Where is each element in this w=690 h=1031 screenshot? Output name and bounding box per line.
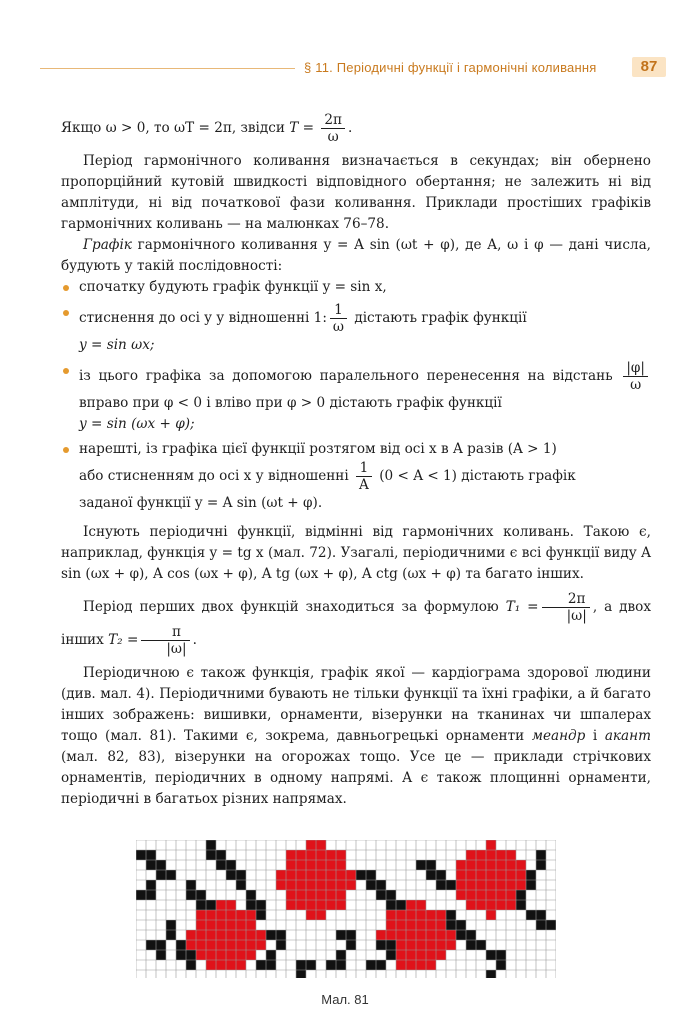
black-stitch (386, 890, 396, 900)
red-stitch (426, 940, 436, 950)
black-stitch (146, 850, 156, 860)
red-stitch (476, 880, 486, 890)
black-stitch (346, 940, 356, 950)
red-stitch (316, 860, 326, 870)
red-stitch (396, 940, 406, 950)
red-stitch (326, 860, 336, 870)
black-stitch (386, 950, 396, 960)
period-formula: Якщо ω > 0, то ωT = 2π, звідси T = $\frac{2\pi}{\omega}$ . (61, 112, 353, 145)
red-stitch (506, 850, 516, 860)
black-stitch (336, 950, 346, 960)
black-stitch (166, 920, 176, 930)
red-stitch (496, 880, 506, 890)
black-stitch (146, 890, 156, 900)
red-stitch (196, 920, 206, 930)
red-stitch (316, 880, 326, 890)
red-stitch (306, 890, 316, 900)
black-stitch (186, 960, 196, 970)
red-stitch (316, 910, 326, 920)
red-stitch (436, 940, 446, 950)
black-stitch (426, 870, 436, 880)
red-stitch (196, 910, 206, 920)
red-stitch (336, 870, 346, 880)
red-stitch (426, 920, 436, 930)
red-stitch (446, 930, 456, 940)
red-stitch (306, 870, 316, 880)
black-stitch (146, 880, 156, 890)
red-stitch (246, 930, 256, 940)
black-stitch (226, 870, 236, 880)
red-stitch (286, 860, 296, 870)
list-item: із цього графіка за допомогою паралельного перенесення на відстань $\frac{|\varphi|}{\omega}$ вправо при φ < 0 і вліво при φ > 0 дістають графік функції y = sin (ωx + φ); (61, 360, 651, 435)
black-stitch (456, 920, 466, 930)
black-stitch (546, 920, 556, 930)
black-stitch (276, 940, 286, 950)
black-stitch (356, 870, 366, 880)
red-stitch (416, 910, 426, 920)
black-stitch (436, 880, 446, 890)
black-stitch (166, 930, 176, 940)
red-stitch (426, 910, 436, 920)
red-stitch (236, 950, 246, 960)
red-stitch (286, 900, 296, 910)
black-stitch (276, 930, 286, 940)
red-stitch (246, 940, 256, 950)
red-stitch (426, 950, 436, 960)
red-stitch (236, 930, 246, 940)
black-stitch (426, 860, 436, 870)
red-stitch (326, 880, 336, 890)
black-stitch (456, 930, 466, 940)
red-stitch (406, 960, 416, 970)
red-stitch (316, 890, 326, 900)
red-stitch (446, 940, 456, 950)
black-stitch (536, 860, 546, 870)
black-stitch (236, 880, 246, 890)
red-stitch (216, 930, 226, 940)
red-stitch (476, 900, 486, 910)
red-stitch (436, 930, 446, 940)
red-stitch (406, 920, 416, 930)
red-stitch (486, 890, 496, 900)
black-stitch (536, 850, 546, 860)
black-stitch (436, 870, 446, 880)
black-stitch (266, 960, 276, 970)
red-stitch (396, 920, 406, 930)
red-stitch (466, 860, 476, 870)
red-stitch (226, 950, 236, 960)
embroidery-grid (136, 840, 556, 978)
black-stitch (446, 920, 456, 930)
black-stitch (156, 950, 166, 960)
black-stitch (136, 850, 146, 860)
red-stitch (506, 890, 516, 900)
red-stitch (476, 860, 486, 870)
red-stitch (416, 900, 426, 910)
black-stitch (236, 870, 246, 880)
main-text (61, 112, 651, 810)
chapter-title: § 11. Періодичні функції і гармонічні коливання (304, 60, 597, 75)
red-stitch (456, 890, 466, 900)
red-stitch (486, 900, 496, 910)
red-stitch (216, 920, 226, 930)
red-stitch (436, 910, 446, 920)
black-stitch (416, 860, 426, 870)
red-stitch (336, 850, 346, 860)
red-stitch (276, 870, 286, 880)
paragraph-2: Графік гармонічного коливання y = A sin (ωt + φ), де A, ω і φ — дані числа, будують у такій послідовності: (61, 237, 651, 274)
black-stitch (366, 870, 376, 880)
red-stitch (296, 850, 306, 860)
red-stitch (516, 870, 526, 880)
red-stitch (416, 940, 426, 950)
red-stitch (386, 910, 396, 920)
red-stitch (396, 930, 406, 940)
red-stitch (296, 870, 306, 880)
red-stitch (226, 940, 236, 950)
red-stitch (206, 910, 216, 920)
black-stitch (306, 960, 316, 970)
red-stitch (296, 890, 306, 900)
red-stitch (316, 850, 326, 860)
red-stitch (376, 930, 386, 940)
red-stitch (466, 850, 476, 860)
page-number: 87 (632, 57, 666, 77)
black-stitch (366, 880, 376, 890)
red-stitch (496, 870, 506, 880)
red-stitch (236, 960, 246, 970)
red-stitch (486, 840, 496, 850)
red-stitch (466, 890, 476, 900)
red-stitch (416, 930, 426, 940)
black-stitch (326, 960, 336, 970)
black-stitch (226, 860, 236, 870)
red-stitch (336, 880, 346, 890)
black-stitch (246, 890, 256, 900)
red-stitch (216, 940, 226, 950)
red-stitch (206, 930, 216, 940)
black-stitch (526, 910, 536, 920)
red-stitch (486, 910, 496, 920)
red-stitch (396, 910, 406, 920)
red-stitch (476, 850, 486, 860)
red-stitch (326, 850, 336, 860)
red-stitch (296, 860, 306, 870)
black-stitch (156, 860, 166, 870)
black-stitch (206, 900, 216, 910)
fraction: $\frac{2\pi}{\omega}$ (321, 112, 345, 145)
red-stitch (186, 940, 196, 950)
black-stitch (256, 960, 266, 970)
black-stitch (466, 930, 476, 940)
red-stitch (436, 920, 446, 930)
red-stitch (216, 910, 226, 920)
red-stitch (406, 930, 416, 940)
red-stitch (336, 900, 346, 910)
black-stitch (376, 960, 386, 970)
red-stitch (226, 900, 236, 910)
black-stitch (446, 910, 456, 920)
red-stitch (506, 900, 516, 910)
black-stitch (206, 840, 216, 850)
black-stitch (516, 890, 526, 900)
black-stitch (486, 950, 496, 960)
black-stitch (166, 870, 176, 880)
red-stitch (486, 850, 496, 860)
red-stitch (436, 950, 446, 960)
red-stitch (206, 920, 216, 930)
red-stitch (406, 940, 416, 950)
red-stitch (316, 870, 326, 880)
list-item: стиснення до осі y у відношенні 1: $\frac{1}{\omega}$ дістають графік функції y = sin ωx; (61, 302, 651, 356)
red-stitch (206, 960, 216, 970)
black-stitch (346, 930, 356, 940)
red-stitch (196, 950, 206, 960)
black-stitch (536, 910, 546, 920)
black-stitch (216, 850, 226, 860)
black-stitch (376, 940, 386, 950)
red-stitch (306, 850, 316, 860)
black-stitch (196, 890, 206, 900)
black-stitch (186, 950, 196, 960)
red-stitch (196, 940, 206, 950)
black-stitch (446, 880, 456, 890)
black-stitch (256, 910, 266, 920)
red-stitch (476, 870, 486, 880)
red-stitch (306, 840, 316, 850)
red-stitch (316, 840, 326, 850)
black-stitch (526, 880, 536, 890)
black-stitch (246, 900, 256, 910)
list-item: спочатку будують графік функції y = sin x, (61, 277, 651, 298)
red-stitch (476, 890, 486, 900)
red-stitch (326, 870, 336, 880)
red-stitch (286, 870, 296, 880)
red-stitch (256, 930, 266, 940)
red-stitch (516, 860, 526, 870)
black-stitch (156, 940, 166, 950)
black-stitch (266, 930, 276, 940)
red-stitch (226, 930, 236, 940)
paragraph-5: Періодичною є також функція, графік якої — кардіограма здорової людини (див. мал. 4). Періодичними бувають не тільки функції та їхні графіки, а й багато інших зображень: вишивки, орнаменти, візерунки на тканинах чи шпалерах тощо (мал. 81). Такими є, зокрема, давньогрецькі орнаменти меандр і акант (мал. 82, 83), візерунки на огорожах тощо. Усе це — приклади стрічкових орнаментів, періодичних в одному напрямі. А є також площинні орнаменти, періодичні в багатьох різних напрямах. (61, 665, 651, 807)
red-stitch (236, 940, 246, 950)
red-stitch (496, 900, 506, 910)
red-stitch (306, 860, 316, 870)
red-stitch (506, 870, 516, 880)
embroidery-figure (136, 840, 556, 982)
red-stitch (306, 880, 316, 890)
red-stitch (276, 880, 286, 890)
red-stitch (396, 960, 406, 970)
red-stitch (416, 950, 426, 960)
red-stitch (406, 900, 416, 910)
black-stitch (176, 950, 186, 960)
red-stitch (456, 880, 466, 890)
black-stitch (266, 950, 276, 960)
red-stitch (296, 900, 306, 910)
black-stitch (296, 960, 306, 970)
red-stitch (186, 930, 196, 940)
paragraph-3: Існують періодичні функції, відмінні від гармонічних коливань. Такою є, наприклад, функція y = tg x (мал. 72). Узагалі, періодичними є всі функції виду A sin (ωx + φ), A cos (ωx + φ), A tg (ωx + φ), A ctg (ωx + φ) та багато інших. (61, 524, 651, 582)
red-stitch (466, 900, 476, 910)
black-stitch (256, 900, 266, 910)
red-stitch (326, 890, 336, 900)
red-stitch (206, 940, 216, 950)
red-stitch (286, 890, 296, 900)
red-stitch (456, 870, 466, 880)
black-stitch (196, 900, 206, 910)
paragraph-1: Період гармонічного коливання визначається в секундах; він обернено пропорційний кутовій швидкості відповідного обертання; не залежить ні від амплітуди, ні від початкової фази коливання. Приклади простіших графіків гармонічних коливань — на малюнках 76–78. (61, 153, 651, 232)
red-stitch (466, 870, 476, 880)
red-stitch (246, 950, 256, 960)
red-stitch (206, 950, 216, 960)
steps-list (61, 277, 651, 514)
black-stitch (526, 870, 536, 880)
red-stitch (506, 860, 516, 870)
red-stitch (426, 930, 436, 940)
black-stitch (206, 850, 216, 860)
black-stitch (466, 940, 476, 950)
black-stitch (386, 900, 396, 910)
black-stitch (156, 870, 166, 880)
red-stitch (286, 880, 296, 890)
red-stitch (336, 890, 346, 900)
black-stitch (376, 880, 386, 890)
paragraph-4: Період перших двох функцій знаходиться за формулою T₁ = $\frac{2\pi}{|\omega|}$ , а двох інших T₂ = $\frac{\pi}{|\omega|}$ . (61, 591, 652, 657)
black-stitch (536, 920, 546, 930)
figure-caption: Мал. 81 (321, 992, 369, 1007)
red-stitch (246, 920, 256, 930)
red-stitch (386, 930, 396, 940)
red-stitch (246, 910, 256, 920)
black-stitch (516, 900, 526, 910)
red-stitch (486, 880, 496, 890)
red-stitch (226, 910, 236, 920)
red-stitch (426, 960, 436, 970)
black-stitch (336, 960, 346, 970)
black-stitch (176, 940, 186, 950)
black-stitch (496, 960, 506, 970)
list-item: нарешті, із графіка цієї функції розтягом від осі x в A разів (A > 1) або стисненням до осі x у відношенні $\frac{1}{A}$ (0 < A < 1) дістають графік заданої функції y = A sin (ωt + φ). (61, 439, 651, 514)
black-stitch (136, 890, 146, 900)
red-stitch (336, 860, 346, 870)
red-stitch (486, 870, 496, 880)
red-stitch (236, 920, 246, 930)
red-stitch (466, 880, 476, 890)
red-stitch (216, 960, 226, 970)
red-stitch (326, 900, 336, 910)
red-stitch (496, 890, 506, 900)
red-stitch (386, 920, 396, 930)
red-stitch (486, 860, 496, 870)
black-stitch (486, 970, 496, 978)
black-stitch (386, 940, 396, 950)
black-stitch (376, 890, 386, 900)
red-stitch (286, 850, 296, 860)
black-stitch (496, 950, 506, 960)
red-stitch (226, 960, 236, 970)
red-stitch (516, 880, 526, 890)
black-stitch (296, 970, 306, 978)
red-stitch (216, 950, 226, 960)
black-stitch (186, 890, 196, 900)
red-stitch (346, 880, 356, 890)
red-stitch (306, 900, 316, 910)
black-stitch (146, 940, 156, 950)
red-stitch (406, 910, 416, 920)
black-stitch (186, 880, 196, 890)
red-stitch (396, 950, 406, 960)
red-stitch (346, 870, 356, 880)
black-stitch (146, 860, 156, 870)
red-stitch (316, 900, 326, 910)
red-stitch (226, 920, 236, 930)
black-stitch (336, 930, 346, 940)
black-stitch (476, 940, 486, 950)
red-stitch (416, 920, 426, 930)
black-stitch (366, 960, 376, 970)
black-stitch (396, 900, 406, 910)
red-stitch (256, 940, 266, 950)
red-stitch (196, 930, 206, 940)
red-stitch (506, 880, 516, 890)
red-stitch (236, 910, 246, 920)
red-stitch (496, 860, 506, 870)
header-rule (40, 68, 295, 69)
black-stitch (216, 860, 226, 870)
red-stitch (496, 850, 506, 860)
red-stitch (456, 860, 466, 870)
red-stitch (306, 910, 316, 920)
red-stitch (406, 950, 416, 960)
red-stitch (296, 880, 306, 890)
red-stitch (416, 960, 426, 970)
red-stitch (216, 900, 226, 910)
